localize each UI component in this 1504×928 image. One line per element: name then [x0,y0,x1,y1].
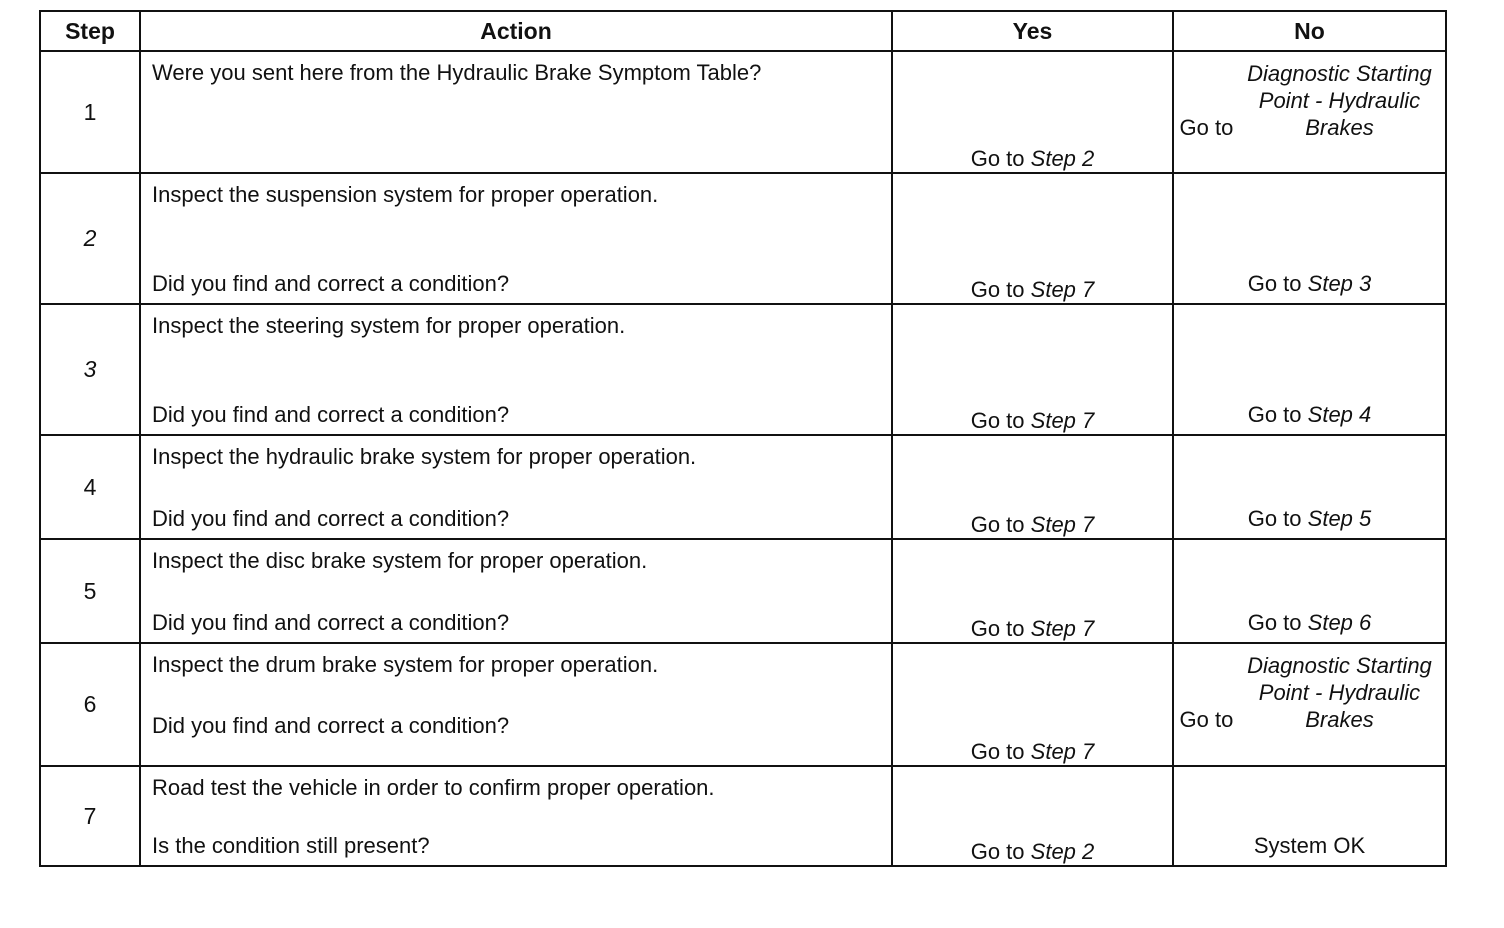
no-cell [1173,304,1446,435]
action-question: Is the condition still present? [152,833,430,858]
no-cell [1173,539,1446,643]
action-instruction: Inspect the hydraulic brake system for proper operation. [152,444,697,469]
diagnostic-table [39,10,1447,867]
action-instruction: Were you sent here from the Hydraulic Brake Symptom Table? [152,60,762,85]
yes-prefix: Go to [970,739,1025,764]
yes-prefix: Go to [970,616,1025,641]
action-instruction: Inspect the disc brake system for proper operation. [152,548,648,573]
step-number: 4 [40,435,140,539]
yes-cell [892,539,1173,643]
header-action: Action [140,11,892,51]
no-prefix: Go to [1247,610,1302,635]
no-prefix: Go to [1247,402,1302,427]
action-cell [140,643,892,766]
no-result: System OK [1253,833,1366,858]
action-instruction: Inspect the suspension system for proper operation. [152,182,659,207]
no-step-link[interactable]: Step 6 [1307,610,1372,635]
no-prefix: Go to [1179,115,1234,140]
step-number: 6 [40,643,140,766]
step-number: 3 [40,304,140,435]
no-cell [1173,435,1446,539]
yes-cell [892,173,1173,304]
action-question: Did you find and correct a condition? [152,506,510,531]
table-row [40,643,1446,766]
yes-step-link[interactable]: Step 2 [1030,839,1095,864]
action-cell [140,51,892,173]
action-question: Did you find and correct a condition? [152,271,510,296]
no-prefix: Go to [1247,506,1302,531]
no-step-link[interactable]: Step 4 [1307,402,1372,427]
step-number: 2 [40,173,140,304]
yes-step-link[interactable]: Step 7 [1030,512,1095,537]
table-row [40,304,1446,435]
yes-prefix: Go to [970,839,1025,864]
yes-cell [892,435,1173,539]
action-cell [140,173,892,304]
header-yes: Yes [892,11,1173,51]
no-step-link[interactable]: Diagnostic Starting Point - Hydraulic Brakes [1247,61,1432,140]
yes-step-link[interactable]: Step 7 [1030,739,1095,764]
yes-prefix: Go to [970,277,1025,302]
yes-cell [892,766,1173,866]
action-instruction: Inspect the steering system for proper operation. [152,313,626,338]
action-question: Did you find and correct a condition? [152,713,510,738]
yes-prefix: Go to [970,512,1025,537]
table-row [40,766,1446,866]
no-step-link[interactable]: Step 5 [1307,506,1372,531]
table-row [40,173,1446,304]
yes-step-link[interactable]: Step 7 [1030,616,1095,641]
step-number: 1 [40,51,140,173]
header-no: No [1173,11,1446,51]
yes-cell [892,643,1173,766]
no-cell [1173,51,1446,173]
yes-cell [892,51,1173,173]
action-question: Did you find and correct a condition? [152,610,510,635]
yes-step-link[interactable]: Step 7 [1030,408,1095,433]
action-instruction: Road test the vehicle in order to confirm proper operation. [152,775,715,800]
action-instruction: Inspect the drum brake system for proper operation. [152,652,659,677]
no-step-link[interactable]: Step 3 [1307,271,1372,296]
table-row [40,539,1446,643]
no-step-link[interactable]: Diagnostic Starting Point - Hydraulic Brakes [1247,653,1432,732]
step-number: 5 [40,539,140,643]
action-cell [140,304,892,435]
yes-cell [892,304,1173,435]
action-cell [140,766,892,866]
action-question: Did you find and correct a condition? [152,402,510,427]
action-cell [140,539,892,643]
yes-step-link[interactable]: Step 2 [1030,146,1095,171]
header-step: Step [40,11,140,51]
yes-prefix: Go to [970,146,1025,171]
step-number: 7 [40,766,140,866]
no-cell [1173,766,1446,866]
no-prefix: Go to [1247,271,1302,296]
action-cell [140,435,892,539]
no-prefix: Go to [1179,707,1234,732]
yes-prefix: Go to [970,408,1025,433]
no-cell [1173,643,1446,766]
no-cell [1173,173,1446,304]
table-row [40,51,1446,173]
header-row [40,11,1446,51]
yes-step-link[interactable]: Step 7 [1030,277,1095,302]
table-row [40,435,1446,539]
